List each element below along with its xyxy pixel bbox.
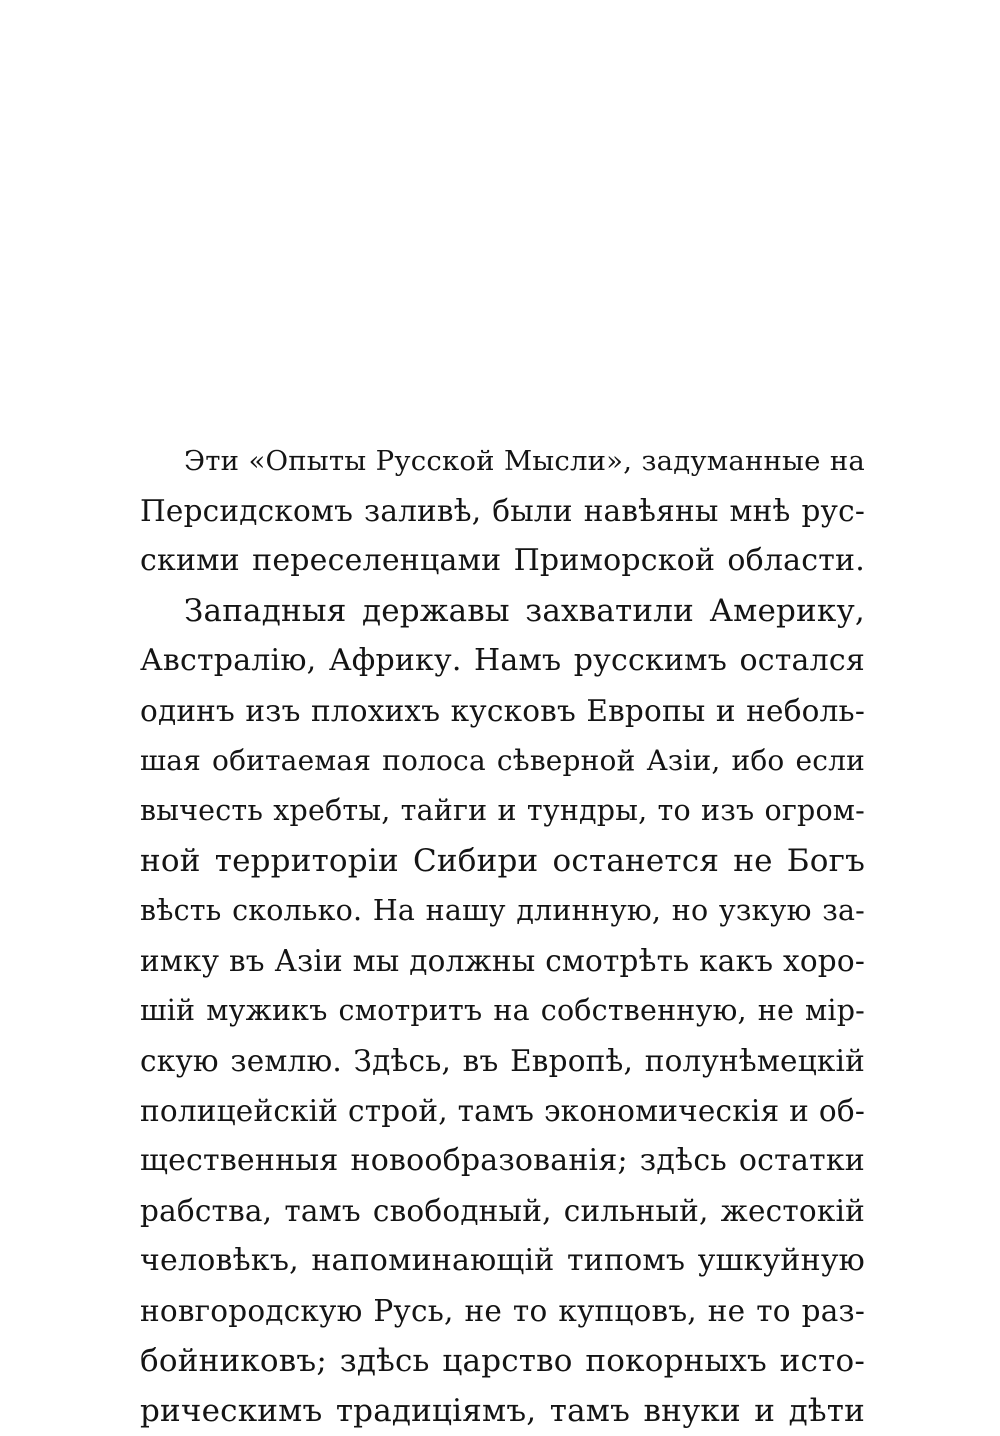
text-line: имку въ Азіи мы должны смотрѣть какъ хоро- [140, 944, 865, 978]
text-line: шая обитаемая полоса сѣверной Азіи, ибо если [140, 744, 865, 777]
text-line: Персидскомъ заливѣ, были навѣяны мнѣ рус- [140, 494, 865, 528]
text-line: человѣкъ, напоминающій типомъ ушкуйную [140, 1243, 865, 1278]
text-line: одинъ изъ плохихъ кусковъ Европы и неболь- [140, 694, 865, 728]
text-line: вѣсть сколько. На нашу длинную, но узкую за- [140, 894, 865, 927]
text-line: Эти «Опыты Русской Мысли», задуманные на [184, 445, 865, 477]
text-line: ной территоріи Сибири останется не Богъ [140, 843, 865, 879]
body-text [140, 436, 865, 1436]
text-line: шій мужикъ смотритъ на собственную, не мір- [140, 994, 865, 1027]
text-line: рическимъ традиціямъ, тамъ внуки и дѣти [140, 1393, 865, 1429]
text-line: Австралію, Африку. Намъ русскимъ остался [140, 643, 865, 678]
text-line: новгородскую Русь, не то купцовъ, не то раз- [140, 1294, 865, 1328]
text-line: скую землю. Здѣсь, въ Европѣ, полунѣмецкій [140, 1044, 865, 1078]
text-line: скими переселенцами Приморской области. [140, 543, 865, 578]
text-line: бойниковъ; здѣсь царство покорныхъ исто- [140, 1343, 865, 1379]
text-line: полицейскій строй, тамъ экономическія и об- [140, 1094, 865, 1128]
text-line: Западныя державы захватили Америку, [184, 593, 865, 629]
text-line: вычесть хребты, тайги и тундры, то изъ огром- [140, 794, 865, 827]
text-line: рабства, тамъ свободный, сильный, жестокій [140, 1194, 865, 1228]
text-line: щественныя новообразованія; здѣсь остатки [140, 1143, 865, 1178]
